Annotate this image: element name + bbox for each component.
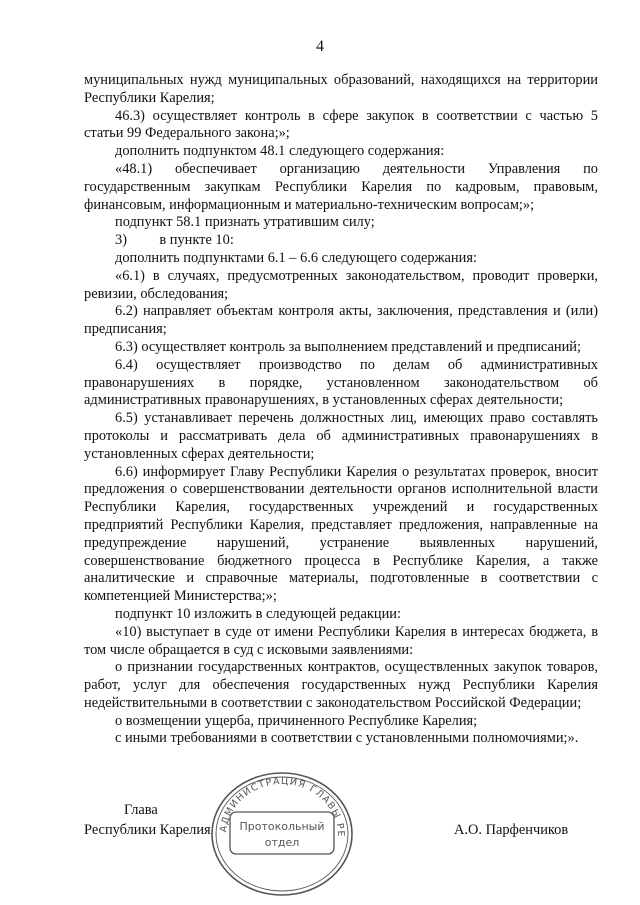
stamp-seal-icon — [208, 770, 356, 898]
stamp-inner-line2: отдел — [264, 836, 300, 849]
paragraph: «10) выступает в суде от имени Республики Карелия в интересах бюджета, в том числе обращается в суд с исковыми заявлениями: — [84, 623, 598, 658]
paragraph: 6.3) осуществляет контроль за выполнением представлений и предписаний; — [115, 338, 581, 355]
paragraph: о признании государственных контрактов, осуществленных закупок товаров, работ, услуг для обеспечения государственных нужд Республики Карелия недействительными в соответствии с законодательством Российской Федерации; — [84, 659, 598, 711]
paragraph: подпункт 58.1 признать утратившим силу; — [115, 214, 375, 231]
paragraph: дополнить подпунктом 48.1 следующего содержания: — [115, 143, 445, 160]
paragraph: подпункт 10 изложить в следующей редакции: — [115, 605, 401, 622]
paragraph: «48.1) обеспечивает организацию деятельности Управления по государственным закупкам Республики Карелия по кадровым, правовым, финансовым, информационным и материально-техническим вопросам;»; — [84, 160, 598, 213]
stamp-outer-text: АДМИНИСТРАЦИЯ ГЛАВЫ РЕ — [218, 775, 347, 838]
stamp-outer-ring — [212, 773, 352, 895]
signatory-title-line1: Глава — [124, 802, 158, 818]
paragraph: дополнить подпунктами 6.1 – 6.6 следующего содержания: — [115, 249, 477, 266]
paragraph: с иными требованиями в соответствии с установленными полномочиями;». — [115, 730, 579, 747]
paragraph: 6.4) осуществляет производство по делам об административных правонарушениях в порядке, установленном законодательством об административных правонарушениях, в установленных сферах деятельности; — [84, 356, 598, 409]
paragraph: 46.3) осуществляет контроль в сфере закупок в соответствии с частью 5 статьи 99 Федерального закона;»; — [84, 107, 598, 142]
paragraph: 6.6) информирует Главу Республики Карелия о результатах проверок, вносит предложения о совершенствовании деятельности органов исполнительной власти Республики Карелия, государственных учреждений и государственных предприятий Республики Карелия, представляет предложения, направленные на предупреждение нарушений, устранение выявленных нарушений, совершенствование бюджетного процесса в Республике Карелия, а также аналитические и справочные материалы, подготовленные в соответствии с компетенцией Министерства;»; — [84, 463, 598, 605]
signatory-name: А.О. Парфенчиков — [454, 822, 569, 838]
stamp-inner-ring — [216, 777, 348, 891]
paragraph: 6.5) устанавливает перечень должностных лиц, имеющих право составлять протоколы и рассматривать дела об административных правонарушениях в установленных сферах деятельности; — [84, 410, 598, 462]
stamp-inner-line1: Протокольный — [239, 820, 325, 833]
paragraph: 6.2) направляет объектам контроля акты, заключения, представления и (или) предписания; — [84, 303, 598, 338]
official-stamp — [208, 770, 356, 898]
paragraph: «6.1) в случаях, предусмотренных законодательством, проводит проверки, ревизии, обследования; — [84, 267, 598, 302]
document-body — [84, 72, 598, 748]
paragraph: о возмещении ущерба, причиненного Республике Карелия; — [115, 712, 478, 729]
signatory-title-line2: Республики Карелия — [84, 822, 211, 838]
paragraph: 3) в пункте 10: — [115, 232, 234, 249]
paragraph: муниципальных нужд муниципальных образований, находящихся на территории Республики Карелия; — [84, 72, 598, 106]
page-number: 4 — [316, 38, 324, 55]
